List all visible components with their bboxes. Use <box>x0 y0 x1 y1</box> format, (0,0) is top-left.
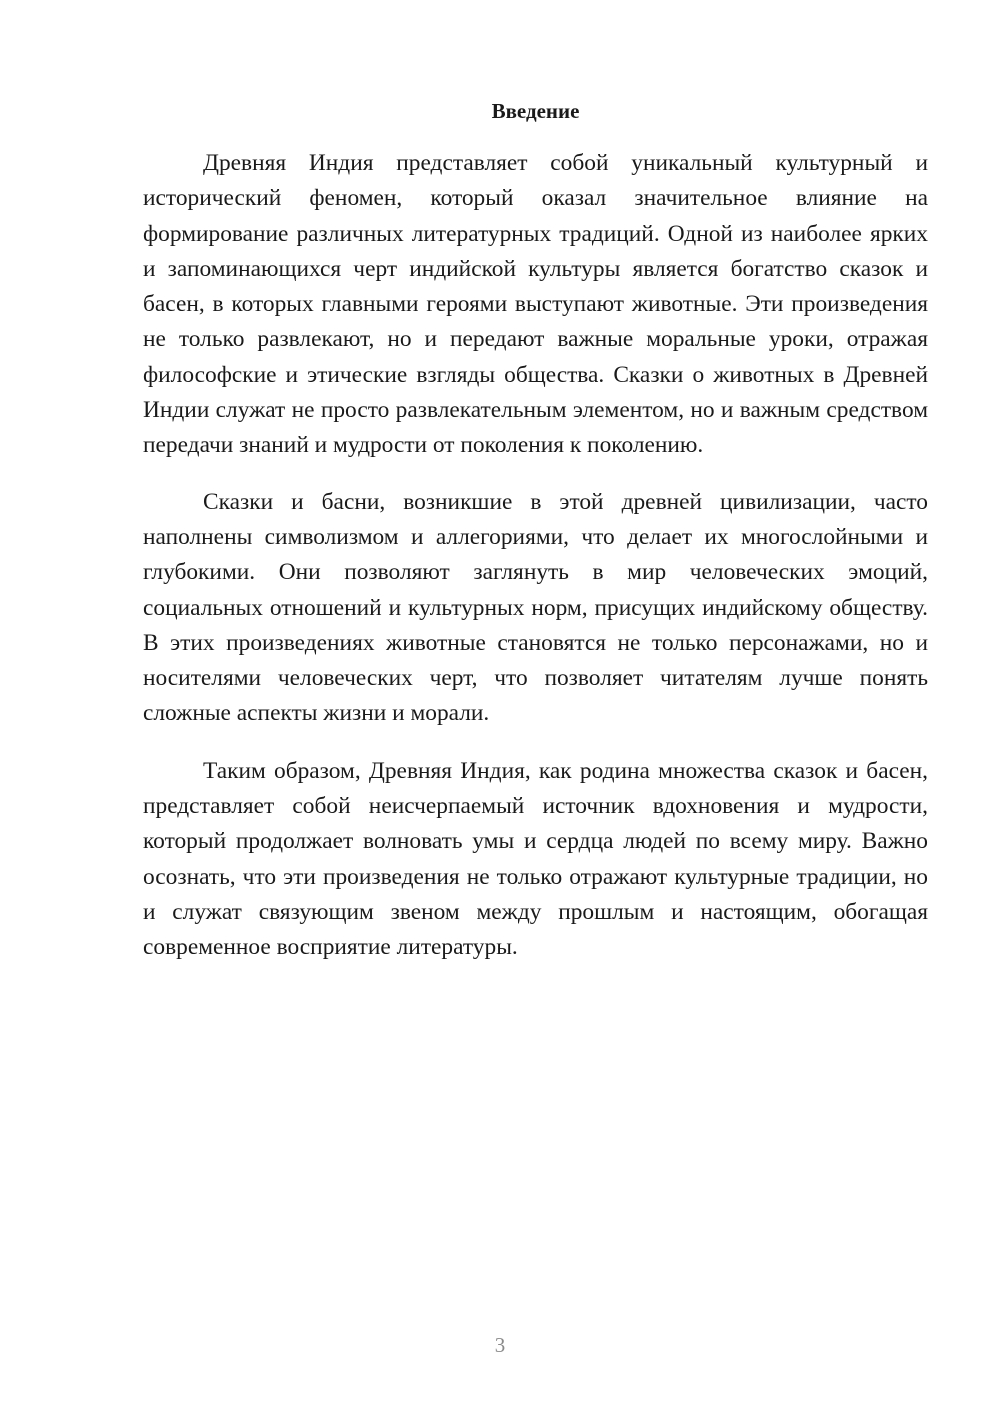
page-number: 3 <box>494 1333 506 1357</box>
section-heading: Введение <box>491 99 580 123</box>
paragraph-2: Сказки и басни, возникшие в этой древней цивилизации, часто наполнены символизмом и аллегориями, что делает их многослойными и глубокими. Они позволяют заглянуть в мир человеческих эмоций, социальных отношений и культурных норм, присущих индийскому обществу. В этих произведениях животные становятся не только персонажами, но и носителями человеческих черт, что позволяет читателям лучше понять сложные аспекты жизни и морали. <box>143 488 928 727</box>
page-content <box>143 94 928 966</box>
paragraph-3: Таким образом, Древняя Индия, как родина множества сказок и басен, представляет собой неисчерпаемый источник вдохновения и мудрости, который продолжает волновать умы и сердца людей по всему миру. Важно осознать, что эти произведения не только отражают культурные традиции, но и служат связующим звеном между прошлым и настоящим, обогащая современное восприятие литературы. <box>143 757 928 961</box>
paragraph-1: Древняя Индия представляет собой уникальный культурный и исторический феномен, который оказал значительное влияние на формирование различных литературных традиций. Одной из наиболее ярких и запоминающихся черт индийской культуры является богатство сказок и басен, в которых главными героями выступают животные. Эти произведения не только развлекают, но и передают важные моральные уроки, отражая философские и этические взгляды общества. Сказки о животных в Древней Индии служат не просто развлекательным элементом, но и важным средством передачи знаний и мудрости от поколения к поколению. <box>143 150 928 459</box>
